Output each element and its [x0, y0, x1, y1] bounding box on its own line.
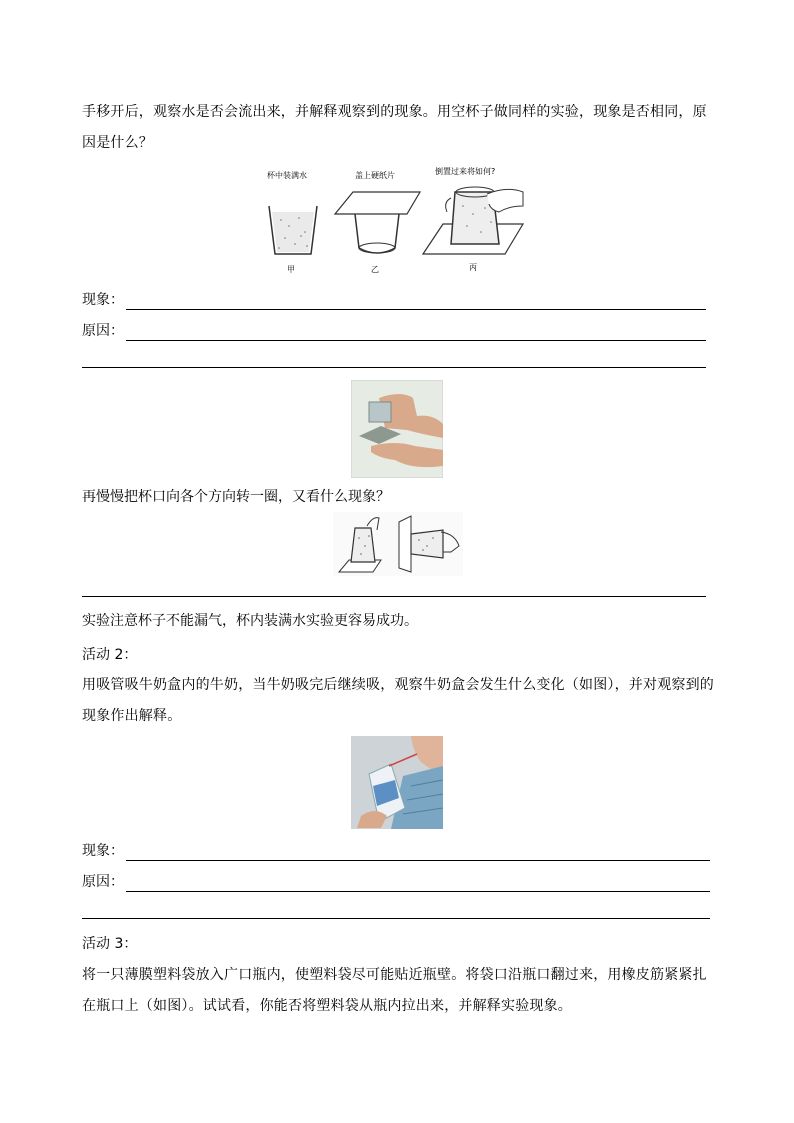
answer-line-blank-1[interactable] [82, 367, 706, 368]
activity-3-title: 活动 3： [82, 936, 138, 952]
photo-hand-cup [351, 380, 443, 478]
observation-answer-line-2[interactable] [126, 846, 710, 861]
paragraph-rotate-cup: 再慢慢把杯口向各个方向转一圈，又看什么现象？ [82, 489, 390, 505]
label-yi: 乙 [371, 265, 379, 274]
caption-invert: 倒置过来将如何? [435, 167, 496, 176]
label-jia: 甲 [287, 265, 295, 274]
observation-label-2: 现象： [82, 843, 124, 859]
figure-cup-experiment [255, 162, 535, 280]
observation-label-1: 现象： [82, 292, 124, 308]
note-cup-airtight: 实验注意杯子不能漏气，杯内装满水实验更容易成功。 [82, 613, 418, 629]
photo-milk-box [351, 736, 443, 829]
observation-field-1 [82, 290, 706, 310]
reason-label-2: 原因： [82, 874, 124, 890]
activity-3-text: 将一只薄膜塑料袋放入广口瓶内，使塑料袋尽可能贴近瓶壁。将袋口沿瓶口翻过来，用橡皮筋紧紧扎在瓶口上（如图）。试试看，你能否将塑料袋从瓶内拉出来，并解释实验现象。 [82, 967, 707, 1014]
answer-line-blank-2[interactable] [82, 596, 706, 597]
reason-field-1 [82, 321, 706, 341]
cup-with-card [335, 192, 420, 253]
cup-full-water [269, 206, 317, 254]
caption-full-cup: 杯中装满水 [267, 171, 307, 180]
caption-cover-card: 盖上硬纸片 [355, 171, 395, 180]
reason-label-1: 原因： [82, 323, 124, 339]
reason-answer-line-2[interactable] [126, 877, 710, 892]
observation-answer-line-1[interactable] [126, 295, 706, 310]
observation-field-2 [82, 841, 710, 861]
activity-2-title: 活动 2： [82, 647, 138, 663]
cup-inverted [423, 187, 523, 254]
figure-cup-rotation [333, 512, 463, 576]
activity-2-text: 用吸管吸牛奶盒内的牛奶，当牛奶吸完后继续吸，观察牛奶盒会发生什么变化（如图），并对观察到的现象作出解释。 [82, 677, 714, 724]
reason-answer-line-1[interactable] [126, 326, 706, 341]
paragraph-instructions-1: 手移开后，观察水是否会流出来，并解释观察到的现象。用空杯子做同样的实验，现象是否相同，原因是什么？ [82, 104, 707, 151]
label-bing: 丙 [469, 263, 477, 272]
reason-field-2 [82, 872, 710, 892]
answer-line-blank-3[interactable] [82, 918, 710, 919]
